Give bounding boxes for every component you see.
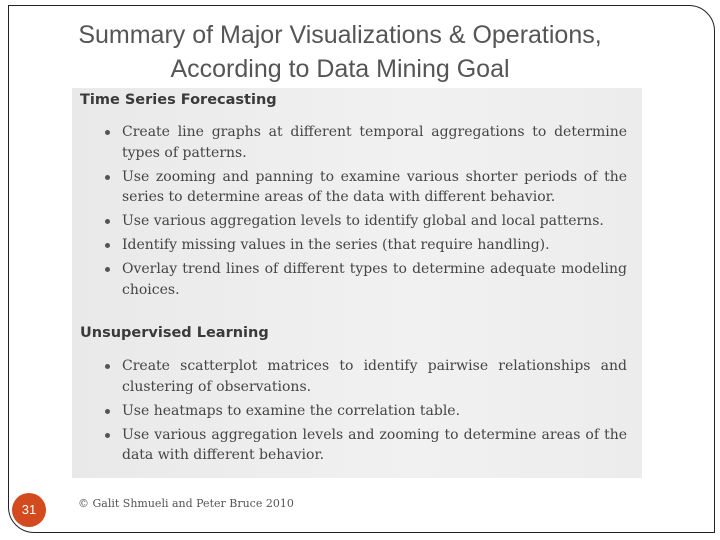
scanned-text-image <box>72 88 642 478</box>
list-item: Create line graphs at different temporal aggregations to determine types of patterns. <box>122 122 627 163</box>
list-item: Create scatterplot matrices to identify pairwise relationships and clustering of observations. <box>122 356 627 397</box>
slide-number-badge: 31 <box>12 493 46 527</box>
title-line-1: Summary of Major Visualizations & Operations, <box>78 21 602 49</box>
list-item: Use zooming and panning to examine various shorter periods of the series to determine areas of the data with different behavior. <box>122 167 627 208</box>
section-heading-time-series: Time Series Forecasting <box>80 92 277 108</box>
list-item: Identify missing values in the series (that require handling). <box>122 235 627 256</box>
list-item: Use various aggregation levels to identify global and local patterns. <box>122 211 627 232</box>
title-line-2: According to Data Mining Goal <box>170 55 510 83</box>
list-item: Use various aggregation levels and zooming to determine areas of the data with different behavior. <box>122 425 627 466</box>
slide-title <box>0 18 680 86</box>
section-heading-unsupervised: Unsupervised Learning <box>80 325 269 341</box>
time-series-list <box>102 122 627 304</box>
footer-copyright: © Galit Shmueli and Peter Bruce 2010 <box>78 497 294 510</box>
list-item: Overlay trend lines of different types to determine adequate modeling choices. <box>122 259 627 300</box>
list-item: Use heatmaps to examine the correlation table. <box>122 401 627 422</box>
unsupervised-list <box>102 356 627 469</box>
